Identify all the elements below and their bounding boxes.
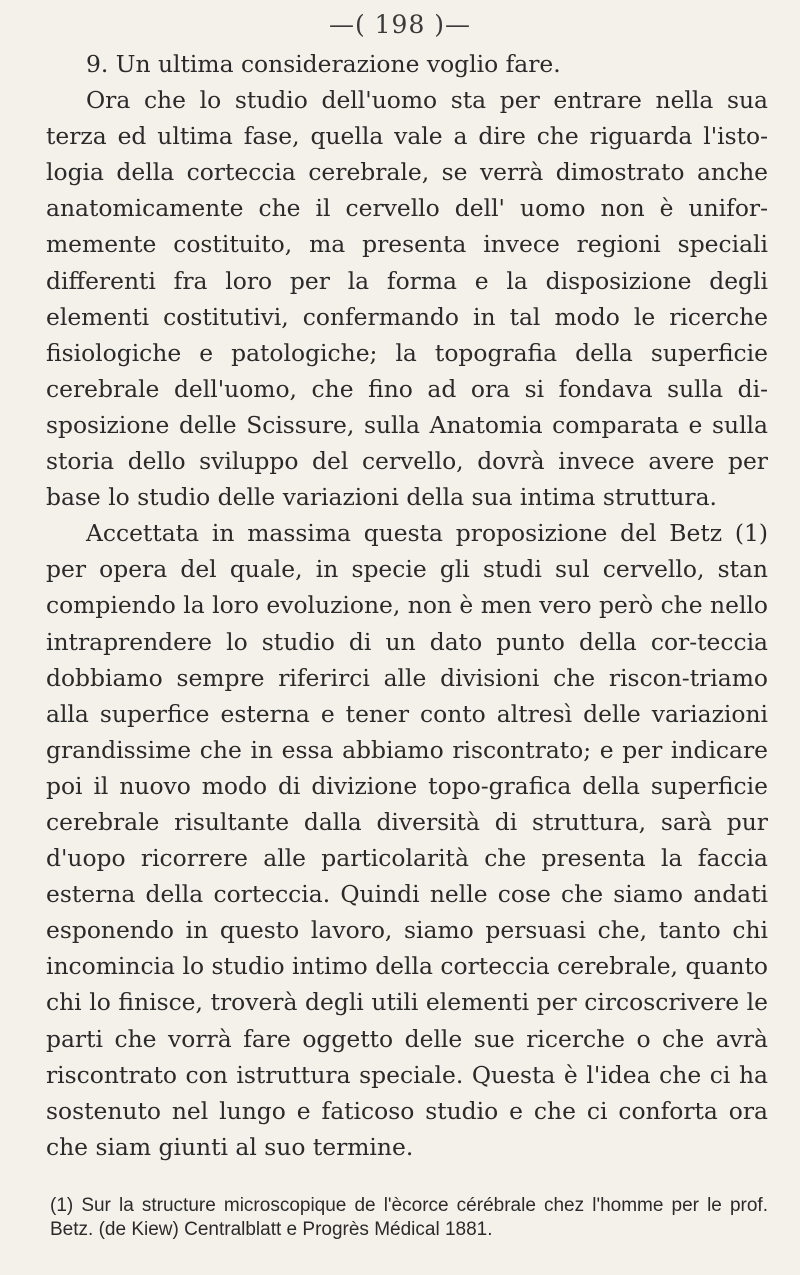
body-text bbox=[46, 46, 768, 1165]
paragraph: Accettata in massima questa proposizione del Betz (1) per opera del quale, in specie gli studi sul cervello, stan compiendo la loro evoluzione, non è men vero però che nello intraprendere lo studio di un dato punto della cor-teccia dobbiamo sempre riferirci alle divisioni che riscon-triamo alla superfice esterna e tener conto altresì delle variazioni grandissime che in essa abbiamo riscontrato; e per indicare poi il nuovo modo di divizione topo-grafica della superficie cerebrale risultante dalla diversità di struttura, sarà pur d'uopo ricorrere alle particolarità che presenta la faccia esterna della corteccia. Quindi nelle cose che siamo andati esponendo in questo lavoro, siamo persuasi che, tanto chi incomincia lo studio intimo della corteccia cerebrale, quanto chi lo finisce, troverà degli utili elementi per circoscrivere le parti che vorrà fare oggetto delle sue ricerche o che avrà riscontrato con istruttura speciale. Questa è l'idea che ci ha sostenuto nel lungo e faticoso studio e che ci conforta ora che siam giunti al suo termine. bbox=[46, 519, 768, 1161]
paragraph: Ora che lo studio dell'uomo sta per entrare nella sua terza ed ultima fase, quella vale a dire che riguarda l'isto-logia della corteccia cerebrale, se verrà dimostrato anche anatomicamente che il cervello dell' uomo non è unifor-memente costituito, ma presenta invece regioni speciali differenti fra loro per la forma e la disposizione degli elementi costitutivi, confermando in tal modo le ricerche fisiologiche e patologiche; la topografia della superficie cerebrale dell'uomo, che fino ad ora si fondava sulla di-sposizione delle Scissure, sulla Anatomia comparata e sulla storia dello sviluppo del cervello, dovrà invece avere per base lo studio delle variazioni della sua intima struttura. bbox=[46, 86, 768, 512]
page-header: —( 198 )— bbox=[328, 10, 472, 39]
footnote: (1) Sur la structure microscopique de l'ècorce cérébrale chez l'homme per le prof. Betz. (de Kiew) Centralblatt e Progrès Médical 1881. bbox=[50, 1195, 768, 1240]
paragraph-heading: 9. Un ultima considerazione voglio fare. bbox=[86, 50, 561, 78]
